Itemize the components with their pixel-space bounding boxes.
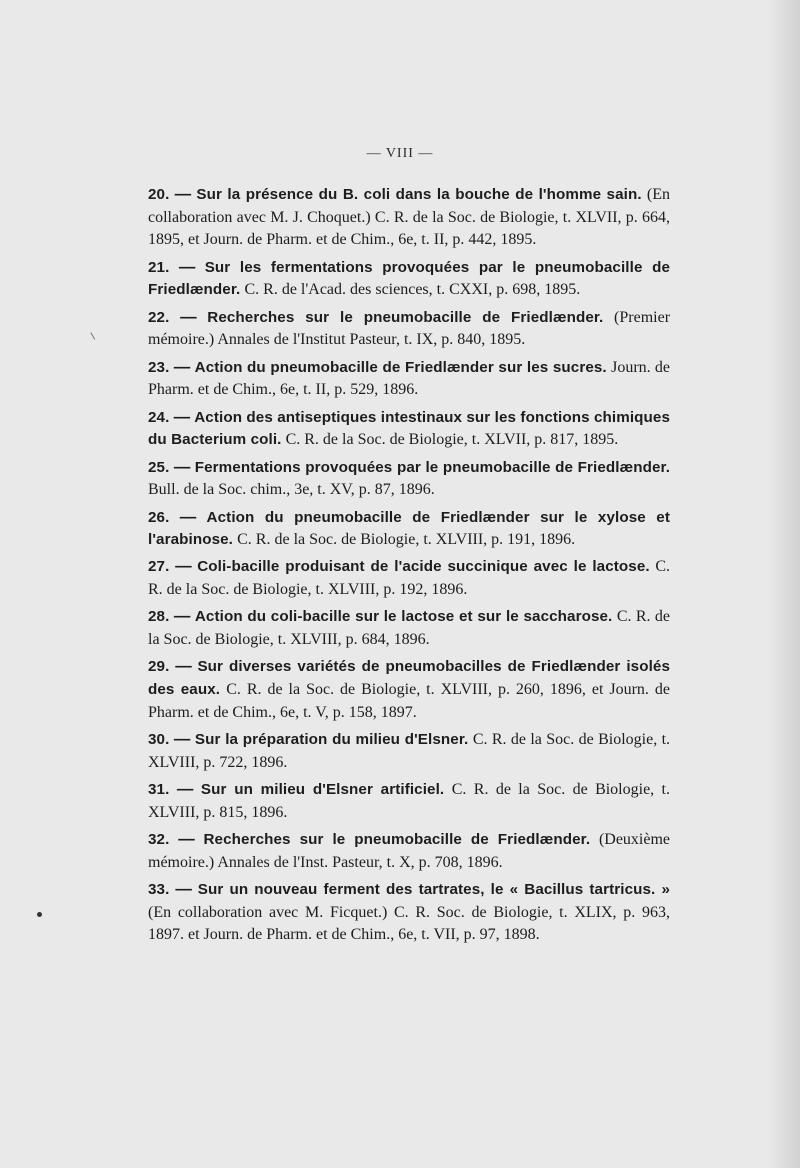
- entry-number: 28.: [148, 608, 170, 626]
- entry-citation: C. R. de la Soc. de Biologie, t. XLVIII, p. 722, 1896.: [148, 731, 671, 771]
- entry-number: 32.: [148, 831, 170, 848]
- entry-citation: (Premier mémoire.) Annales de l'Institut Pasteur, t. IX, p. 840, 1895.: [148, 308, 671, 349]
- entry-title: Sur la préparation du milieu d'Elsner.: [194, 731, 469, 749]
- entry-number: 20.: [148, 186, 170, 203]
- entry-title: Sur la présence du B. coli dans la bouche de l'homme sain.: [196, 186, 642, 203]
- entry-citation: (En collaboration avec M. J. Choquet.) C. R. de la Soc. de Biologie, t. XLVII, p. 664, 1895, et Journ. de Pharm. et de Chim., 6e, t. II, p. 442, 1895.: [148, 186, 671, 249]
- entry-title: Action du pneumobacille de Friedlænder sur le xylose et l'arabinose.: [148, 508, 671, 549]
- entry-number: 29.: [148, 658, 170, 676]
- bibliography-entry: 29. — Sur diverses variétés de pneumobacilles de Friedlænder isolés des eaux. C. R. de la Soc. de Biologie, t. XLVIII, p. 260, 1896, et Journ. de Pharm. et de Chim., 6e, t. V, p. 158, 1897.: [148, 657, 671, 721]
- bibliography-entry: 21. — Sur les fermentations provoquées par le pneumobacille de Friedlænder. C. R. de l'Acad. des sciences, t. CXXI, p. 698, 1895.: [148, 257, 670, 299]
- entry-citation: C. R. de la Soc. de Biologie, t. XLVIII, p. 684, 1896.: [148, 608, 670, 649]
- entry-title: Sur les fermentations provoquées par le pneumobacille de Friedlænder.: [148, 258, 670, 299]
- bibliography-entry: 22. — Recherches sur le pneumobacille de Friedlænder. (Premier mémoire.) Annales de l'Institut Pasteur, t. IX, p. 840, 1895.: [148, 307, 671, 349]
- entry-title: Sur un milieu d'Elsner artificiel.: [200, 781, 445, 799]
- page-number: — VIII —: [366, 146, 434, 161]
- entry-citation: C. R. de la Soc. de Biologie, t. XLVII, p. 817, 1895.: [285, 431, 619, 449]
- entry-title: Action du coli-bacille sur le lactose et sur le saccharose.: [194, 608, 613, 626]
- entry-citation: C. R. de l'Acad. des sciences, t. CXXI, p. 698, 1895.: [244, 281, 581, 299]
- entry-title: Coli-bacille produisant de l'acide succinique avec le lactose.: [197, 558, 650, 576]
- entry-title: Action du pneumobacille de Friedlænder sur les sucres.: [194, 358, 607, 376]
- entry-title: Fermentations provoquées par le pneumobacille de Friedlænder.: [194, 458, 671, 476]
- entry-citation: C. R. de la Soc. de Biologie, t. XLVIII, p. 191, 1896.: [237, 531, 576, 549]
- bibliography-entry: 33. — Sur un nouveau ferment des tartrates, le « Bacillus tartricus. » (En collaboration avec M. Ficquet.) C. R. Soc. de Biologie, t. XLIX, p. 963, 1897. et Journ. de Pharm. et de Chim., 6e, t. VII, p. 97, 1898.: [148, 879, 671, 944]
- bibliography-entry: 32. — Recherches sur le pneumobacille de Friedlænder. (Deuxième mémoire.) Annales de l'Inst. Pasteur, t. X, p. 708, 1896.: [148, 830, 671, 871]
- entry-number: 30.: [148, 731, 170, 749]
- entry-citation: C. R. de la Soc. de Biologie, t. XLVIII, p. 260, 1896, et Journ. de Pharm. et de Chim., 6e, t. V, p. 158, 1897.: [148, 681, 671, 721]
- bibliography-entry: 23. — Action du pneumobacille de Friedlænder sur les sucres. Journ. de Pharm. et de Chim., 6e, t. II, p. 529, 1896.: [148, 357, 671, 399]
- margin-dot: [37, 912, 42, 917]
- entry-citation: C. R. de la Soc. de Biologie, t. XLVIII, p. 192, 1896.: [148, 558, 671, 599]
- entry-number: 26.: [148, 508, 170, 526]
- entry-number: 33.: [148, 880, 170, 898]
- margin-mark: [90, 330, 98, 339]
- bibliography-entry: 31. — Sur un milieu d'Elsner artificiel. C. R. de la Soc. de Biologie, t. XLVIII, p. 815, 1896.: [148, 780, 670, 821]
- entry-number: 25.: [148, 458, 170, 476]
- entry-number: 24.: [148, 408, 170, 426]
- entry-number: 22.: [148, 308, 170, 326]
- bibliography-list: [148, 183, 670, 951]
- bibliography-entry: 26. — Action du pneumobacille de Friedlænder sur le xylose et l'arabinose. C. R. de la Soc. de Biologie, t. XLVIII, p. 191, 1896.: [148, 507, 671, 549]
- entry-number: 31.: [148, 781, 170, 799]
- bibliography-entry: 28. — Action du coli-bacille sur le lactose et sur le saccharose. C. R. de la Soc. de Biologie, t. XLVIII, p. 684, 1896.: [148, 607, 670, 649]
- entry-number: 23.: [148, 358, 170, 376]
- entry-title: Recherches sur le pneumobacille de Friedlænder.: [203, 831, 591, 848]
- page-edge-shadow: [768, 0, 800, 1168]
- entry-title: Recherches sur le pneumobacille de Friedlænder.: [207, 308, 604, 326]
- entry-citation: (Deuxième mémoire.) Annales de l'Inst. Pasteur, t. X, p. 708, 1896.: [148, 831, 671, 871]
- entry-title: Sur diverses variétés de pneumobacilles de Friedlænder isolés des eaux.: [148, 658, 670, 699]
- entry-citation: Journ. de Pharm. et de Chim., 6e, t. II, p. 529, 1896.: [148, 358, 671, 399]
- bibliography-entry: 25. — Fermentations provoquées par le pneumobacille de Friedlænder. Bull. de la Soc. chim., 3e, t. XV, p. 87, 1896.: [148, 457, 671, 499]
- bibliography-entry: 24. — Action des antiseptiques intestinaux sur les fonctions chimiques du Bacterium coli. C. R. de la Soc. de Biologie, t. XLVII, p. 817, 1895.: [148, 407, 671, 449]
- entry-citation: (En collaboration avec M. Ficquet.) C. R. Soc. de Biologie, t. XLIX, p. 963, 1897. et Journ. de Pharm. et de Chim., 6e, t. VII, p. 97, 1898.: [148, 903, 670, 944]
- bibliography-entry: 30. — Sur la préparation du milieu d'Elsner. C. R. de la Soc. de Biologie, t. XLVIII, p. 722, 1896.: [148, 730, 671, 771]
- bibliography-entry: 27. — Coli-bacille produisant de l'acide succinique avec le lactose. C. R. de la Soc. de Biologie, t. XLVIII, p. 192, 1896.: [148, 557, 671, 599]
- entry-title: Action des antiseptiques intestinaux sur les fonctions chimiques du Bacterium coli.: [148, 408, 671, 449]
- entry-citation: Bull. de la Soc. chim., 3e, t. XV, p. 87, 1896.: [148, 481, 435, 499]
- entry-title: Sur un nouveau ferment des tartrates, le « Bacillus tartricus. »: [197, 880, 671, 898]
- bibliography-entry: 20. — Sur la présence du B. coli dans la bouche de l'homme sain. (En collaboration avec M. J. Choquet.) C. R. de la Soc. de Biologie, t. XLVII, p. 664, 1895, et Journ. de Pharm. et de Chim., 6e, t. II, p. 442, 1895.: [148, 185, 671, 249]
- entry-number: 27.: [148, 558, 170, 576]
- entry-number: 21.: [148, 258, 170, 276]
- entry-citation: C. R. de la Soc. de Biologie, t. XLVIII, p. 815, 1896.: [148, 781, 670, 821]
